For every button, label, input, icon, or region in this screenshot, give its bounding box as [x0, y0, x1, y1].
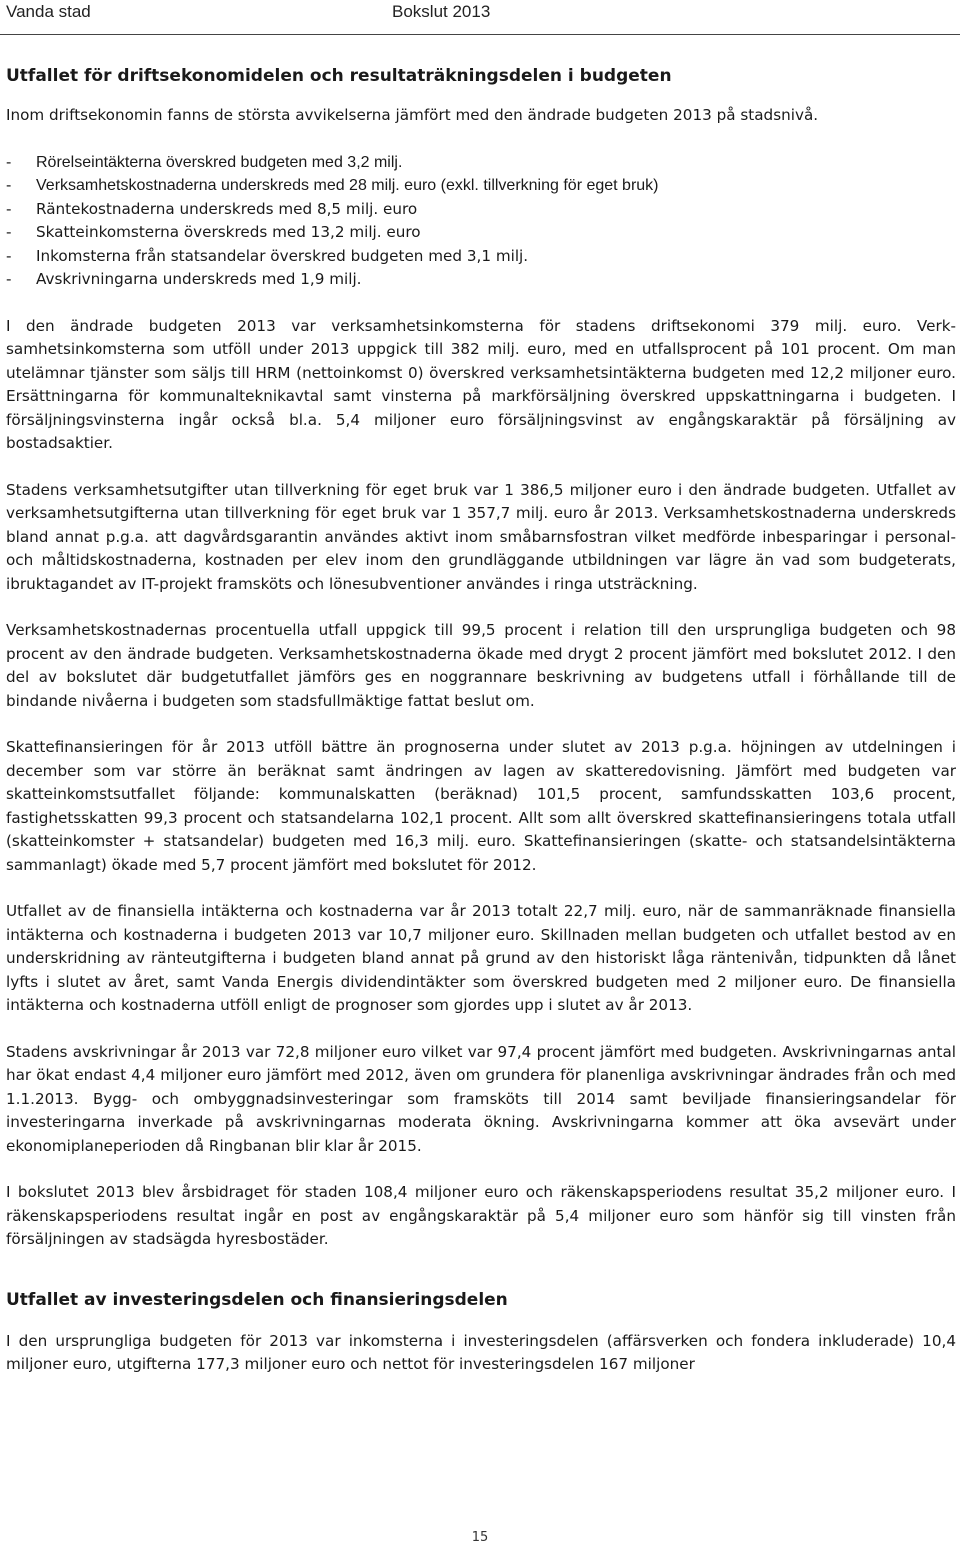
section-heading-investering: Utfallet av investeringsdelen och finansieringsdelen: [6, 1289, 508, 1310]
paragraph-verksamhetskostnader: Verksamhetskostnadernas procentuella utfall uppgick till 99,5 procent i relation till den ursprungliga budgeten och 98 procent av den ändrade budgeten. Verksamhetskostnaderna ökade med drygt 2 procent jämfört med bokslutet 2012. I den del av bokslutet där budgetutfallet jämförs ges en noggrannare beskrivning av budgetens utfall i förhållande till de bindande nivåerna i budgeten som stadsfullmäktige fattat beslut om.: [6, 621, 956, 710]
list-dash: -: [6, 199, 12, 218]
list-dash: -: [6, 223, 12, 241]
list-dash: -: [6, 246, 12, 265]
section-heading-drift: Utfallet för driftsekonomidelen och resultaträkningsdelen i budgeten: [6, 66, 672, 86]
paragraph-finansiella-poster: Utfallet av de finansiella intäkterna och kostnaderna var år 2013 totalt 22,7 milj. euro, när de sammanräknade finansiella intäkterna och kostnaderna i budgeten 2013 var 10,7 miljoner euro. Skillnaden mellan budgeten och utfallet bestod av en underskridning av ränteutgifterna i budgeten bland annat på grund av den historiskt låga räntenivån, tidpunkten då lånet lyfts i slutet av året, samt Vanda Energis dividendintäkter som överskred budgeten med 2 miljoner euro. De finansiella intäkterna och kostnaderna utföll enligt de prognoser som gjordes upp i slutet av år 2013.: [6, 902, 956, 1014]
paragraph-verksamhetsutgifter: Stadens verksamhetsutgifter utan tillverkning för eget bruk var 1 386,5 miljoner euro i den ändrade budgeten. Utfallet av verksamhetsutgifterna utan tillverkning för eget bruk var 1 357,7 milj. euro år 2013. Verksamhetskostnaderna underskreds bland annat p.g.a. att dagvårdsgarantin användes aktivt inom småbarnsfostran vilket medförde inbesparingar i personal- och måltidskostnaderna, kostnaden per elev inom den grundläggande utbildningen var lägre än vad som budgeterats, ibruktagandet av IT-projekt framsköts och lönesubventioner användes i ringa utsträckning.: [6, 480, 956, 593]
deviation-list: [6, 151, 956, 292]
page-header: [0, 0, 960, 38]
paragraph-resultat: I bokslutet 2013 blev årsbidraget för staden 108,4 miljoner euro och räkenskapsperiodens resultat 35,2 miljoner euro. I räkenskapsperiodens resultat ingår en post av engångskaraktär på 5,4 miljoner euro som hänför sig till vinsten från försäljningen av stadsägda hyresbostäder.: [6, 1183, 956, 1248]
paragraph-verksamhetsinkomster: I den ändrade budgeten 2013 var verksamhetsinkomsterna för stadens driftsekonomi 379 milj. euro. Verksamhetsinkomsterna som utföll under 2013 uppgick till 382 milj. euro, med en utfallsprocent på 101 procent. Om man utelämnar tjänster som säljs till HRM (nettoinkomst 0) överskred verksamhetsintäkterna budgeten med 12,2 miljoner euro. Ersättningarna för kommunalteknikavtal samt vinsterna på markförsäljning överskred uppskattningarna i budgeten. I försäljningsvinsterna ingår också bl.a. 5,4 miljoner euro försäljningsvinst av engångskaraktär på försäljning av bostadsaktier.: [6, 316, 956, 452]
list-dash: -: [6, 270, 12, 288]
list-item-text: Räntekostnaderna underskreds med 8,5 milj. euro: [36, 199, 418, 218]
document-body: [6, 64, 956, 1400]
paragraph-avskrivningar: Stadens avskrivningar år 2013 var 72,8 miljoner euro vilket var 97,4 procent jämfört med budgeten. Avskrivningarnas antal har ökat endast 4,4 miljoner euro jämfört med 2012, även om grundera för planenliga avskrivningar ändrades från och med 1.1.2013. Bygg- och ombyggnadsinvesteringar som framsköts till 2014 samt beviljade finansieringsandelar för investeringarna inverkade på avskrivningarnas moderata ökning. Avskrivningarna kommer att öka avsevärt under ekonomiplaneperioden då Ringbanan blir klar år 2015.: [6, 1042, 956, 1155]
paragraph-investeringsdelen: I den ursprungliga budgeten för 2013 var inkomsterna i investeringsdelen (affärsverken och fondera inkluderade) 10,4 miljoner euro, utgifterna 177,3 miljoner euro och nettot för investeringsdelen 167 miljoner: [6, 1331, 956, 1373]
list-item: [6, 268, 956, 292]
list-item: [6, 151, 956, 175]
header-document-title: Bokslut 2013: [392, 2, 491, 21]
list-item: [6, 198, 956, 222]
list-item-text: Skatteinkomsterna överskreds med 13,2 milj. euro: [36, 223, 421, 241]
header-divider: [0, 34, 960, 35]
list-item-text: Avskrivningarna underskreds med 1,9 milj.: [36, 270, 362, 288]
list-item: [6, 174, 956, 198]
list-item: [6, 245, 956, 269]
list-item-text: Inkomsterna från statsandelar överskred budgeten med 3,1 milj.: [36, 246, 529, 265]
list-dash: -: [6, 153, 12, 171]
list-item-text: Rörelseintäkterna överskred budgeten med 3,2 milj.: [36, 153, 403, 171]
header-organization: Vanda stad: [6, 2, 91, 21]
page-number: 15: [471, 1530, 489, 1545]
intro-paragraph: Inom driftsekonomin fanns de största avvikelserna jämfört med den ändrade budgeten 2013 på stadsnivå.: [6, 106, 819, 124]
paragraph-skattefinansiering: Skattefinansieringen för år 2013 utföll bättre än prognoserna under slutet av 2013 p.g.a. höjningen av utdelningen i december som var större än beräknat samt ändringen av lagen av skatteredovisning. Jämfört med budgeten var skatteinkomstsutfallet följande: kommunalskatten (beräknad) 101,5 procent, samfundsskatten 103,6 procent, fastighetsskatten 99,3 procent och statsandelarna 102,1 procent. Allt som allt överskred skattefinansieringens totala utfall (skatteinkomster + statsandelar) budgeten med 16,3 milj. euro. Skattefinansieringen (skatte- och statsandelsintäkterna sammanlagt) ökade med 5,7 procent jämfört med bokslutet för 2012.: [6, 738, 956, 874]
list-item-text: Verksamhetskostnaderna underskreds med 28 milj. euro (exkl. tillverkning för eget bruk): [36, 177, 659, 194]
list-dash: -: [6, 177, 12, 194]
list-item: [6, 221, 956, 245]
